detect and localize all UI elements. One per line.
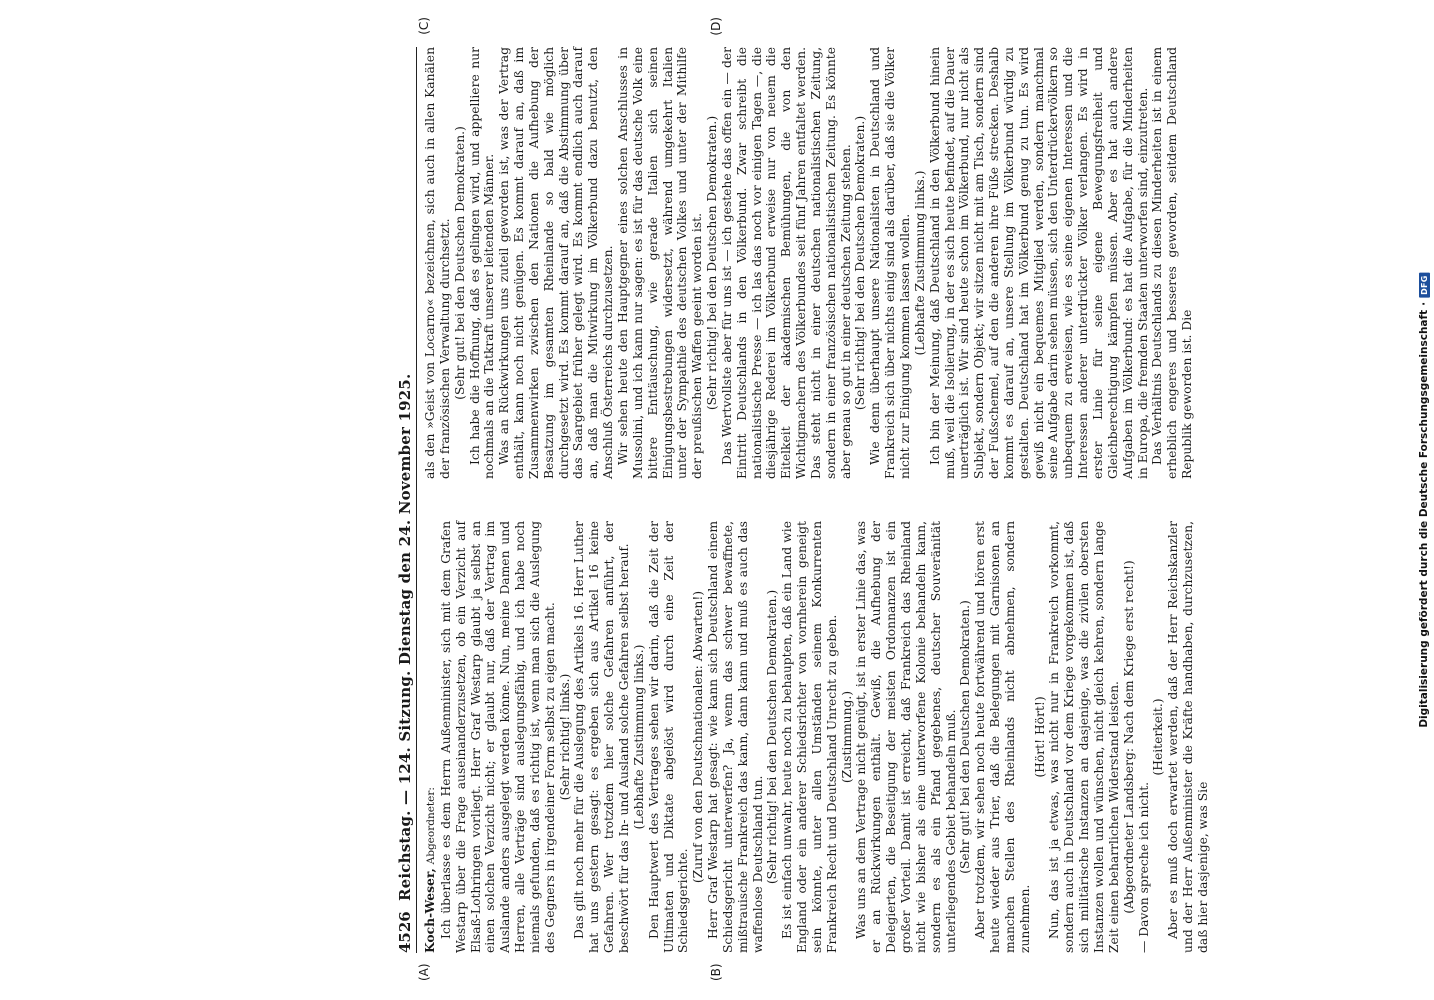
speaker-name: Koch-Weser,	[422, 868, 437, 953]
paragraph: Das Verhältnis Deutschlands zu diesen Minderheiten ist in einem erheblich engeres und besseres geworden, seitdem Deutschland Republik geworden ist. Die	[1150, 47, 1195, 479]
speaker-line	[423, 521, 439, 953]
paragraph: Ich bin der Meinung, daß Deutschland in den Völkerbund hinein muß, weil die Isolierung, in der es sich heute befindet, auf die Dauer unerträglich ist. Wir sind heute schon im Völkerbund, nur nicht als Subjekt, sondern Objekt; wir sitzen nicht mit am Tisch, sondern sind der Fußschemel, auf den die anderen ihre Füße strecken. Deshalb kommt es darauf an, unsere Stellung im Völkerbund würdig zu gestalten. Deutschland hat im Völkerbund genug zu tun. Es wird gewiß nicht ein bequemes Mitglied werden, sondern manchmal seine Aufgabe darin sehen müssen, sich den Unterdrückervölkern so unbequem zu erweisen, wie es seine eigenen Interessen und die Interessen anderer unterdrückter Völker verlangen. Es wird in erster Linie für seine eigene Bewegungsfreiheit und Gleichberechtigung kämpfen müssen. Aber es hat auch andere Aufgaben im Völkerbund: es hat die Aufgabe, für die Minderheiten in Europa, die fremden Staaten unterworfen sind, einzutreten.	[927, 47, 1150, 479]
margin-mark-d: (D)	[709, 17, 723, 36]
interjection: (Sehr richtig! bei den Deutschen Demokraten.)	[765, 589, 780, 885]
paragraph: Wie denn überhaupt unsere Nationalisten in Deutschland und Frankreich sich über nichts einig sind als darüber, daß sie die Völker nicht zur Einigung kommen lassen wollen.	[868, 47, 912, 479]
paragraph: Was an Rückwirkungen uns zuteil geworden ist, was der Vertrag enthält, kann noch nicht genügen. Es kommt darauf an, daß im Zusammenwirken zwischen den Nationen die Aufhebung der Besatzung im gesamten Rheinlande so bald wie möglich durchgesetzt wird. Es kommt darauf an, daß die Abstimmung über das Saargebiet früher gelegt wird. Es kommt endlich auch darauf an, daß man die Mitwirkung im Völkerbund dazu benutzt, den Anschluß Österreichs durchzusetzen.	[497, 47, 616, 479]
digitization-credit: Digitalisierung gefördert durch die Deutsche Forschungsgemeinschaft · DFG	[1418, 272, 1430, 727]
interjection: (Sehr richtig! bei den Deutschen Demokraten.)	[705, 115, 720, 411]
right-column	[423, 47, 1211, 479]
paragraph: Ich habe die Hoffnung, daß es gelingen wird, und appelliere nur nochmals an die Tatkraft unserer leitenden Männer.	[467, 47, 497, 479]
paragraph: Wir sehen heute den Hauptgegner eines solchen Anschlusses in Mussolini, und ich kann nur sagen: es ist für das deutsche Volk eine bittere Enttäuschung, wie gerade Italien sich seinen Einigungsbestrebungen widersetzt, während umgekehrt Italien unter der Sympathie des deutschen Volkes und unter der Mithilfe der preußischen Waffen geeint worden ist.	[615, 47, 705, 479]
interjection: (Zustimmung.)	[839, 690, 854, 784]
paragraph: Herr Graf Westarp hat gesagt: wie kann sich Deutschland einem Schiedsgericht unterwerfen? Ja, wenn das schwer bewaffnete, mißtrauische Frankreich das kann, dann kann und muß es auch das waffenlose Deutschland tun.	[706, 521, 765, 953]
interjection: (Lebhafte Zustimmung links.)	[631, 644, 646, 830]
credit-text: Digitalisierung gefördert durch die Deutsche Forschungsgemeinschaft	[1418, 309, 1430, 728]
running-title: Reichstag. — 124. Sitzung. Dienstag den 24. November 1925.	[396, 373, 415, 901]
page-number: 4526	[396, 911, 415, 953]
speaker-role: Abgeordneter:	[425, 787, 437, 865]
paragraph: Nun, das ist ja etwas, was nicht nur in Frankreich vorkommt, sondern auch in Deutschland vor dem Kriege vorgekommen ist, daß sich militärische Instanzen an dasjenige, was die zivilen obersten Instanzen wollen und wünschen, nicht gleich kehren, sondern lange Zeit einen beharrlichen Widerstand leisten.	[1047, 521, 1121, 953]
interjection: (Zuruf von den Deutschnationalen: Abwarten!)	[691, 590, 706, 884]
text-columns	[417, 47, 1211, 953]
paragraph: Das gilt noch mehr für die Auslegung des Artikels 16. Herr Luther hat uns gestern gesagt: es ergeben sich aus Artikel 16 keine Gefahren. Wer trotzdem hier solche Gefahren anführt, der beschwört für das In- und Ausland solche Gefahren selbst herauf.	[572, 521, 631, 953]
paragraph: Das Wertvollste aber für uns ist — ich gestehe das offen ein — der Eintritt Deutschlands in den Völkerbund. Zwar schreibt die nationalistische Presse — ich las das noch vor einigen Tagen —, die diesjährige Rederei im Völkerbund erweise nur von neuem die Eitelkeit der akademischen Bemühungen, die von den Wichtigmachern des Völkerbundes seit fünf Jahren entfaltet werden. Das steht nicht in einer deutschen nationalistischen Zeitung, sondern in einer französischen nationalistischen Zeitung. Es könnte aber genau so gut in einer deutschen Zeitung stehen.	[719, 47, 853, 479]
margin-mark-b: (B)	[709, 963, 723, 981]
paragraph: Ich überlasse es dem Herrn Außenminister, sich mit dem Grafen Westarp über die Frage auseinanderzusetzen, ob ein Verzicht auf Elsaß-Lothringen vorliegt. Herr Graf Westarp glaubt ja selbst an einen solchen Verzicht nicht; er glaubt nur, daß der Vertrag im Auslande anders ausgelegt werden könne. Nun, meine Damen und Herren, alle Verträge sind auslegungsfähig, und ich habe noch niemals gefunden, daß es richtig ist, wenn man sich die Auslegung des Gegners in irgendeiner Form selbst zu eigen macht.	[438, 521, 557, 953]
paragraph: als den »Geist von Locarno« bezeichnen, sich auch in allen Kanälen der französischen Verwaltung durchsetzt.	[423, 47, 452, 479]
document-page	[387, 17, 1210, 981]
margin-mark-a: (A)	[417, 963, 431, 981]
dfg-logo: DFG	[1419, 272, 1430, 298]
interjection: (Sehr richtig! bei den Deutschen Demokraten.)	[853, 115, 868, 411]
interjection: (Lebhafte Zustimmung links.)	[912, 170, 927, 356]
paragraph: Aber trotzdem, wir sehen noch heute fortwährend und hören erst heute wieder aus Trier, daß die Belegungen mit Garnisonen an manchen Stellen des Rheinlands nicht abnehmen, sondern zunehmen.	[973, 521, 1032, 953]
interjection: (Abgeordneter Landsberg: Nach dem Kriege erst recht!)	[1121, 560, 1136, 914]
paragraph: Es ist einfach unwahr, heute noch zu behaupten, daß ein Land wie England oder ein anderer Schiedsrichter von vornherein geneigt sein könnte, unter allen Umständen seinem Konkurrenten Frankreich Recht und Deutschland Unrecht zu geben.	[780, 521, 839, 953]
interjection: (Hört! Hört!)	[1032, 696, 1047, 778]
margin-mark-c: (C)	[417, 17, 431, 35]
reply-line: — Davon spreche ich nicht.	[1136, 781, 1151, 953]
paragraph: Den Hauptwert des Vertrages sehen wir darin, daß die Zeit der Ultimaten und Diktate abgelöst wird durch eine Zeit der Schiedsgerichte.	[646, 521, 691, 953]
interjection: (Sehr gut! bei den Deutschen Demokraten.)	[958, 600, 973, 874]
interjection: (Sehr gut! bei den Deutschen Demokraten.)	[452, 126, 467, 400]
interjection: (Heiterkeit.)	[1151, 698, 1166, 776]
page-header	[387, 47, 417, 953]
interjection: (Sehr richtig! links.)	[557, 673, 572, 801]
paragraph: Aber es muß doch erwartet werden, daß der Herr Reichskanzler und der Herr Außenminister die Kräfte handhaben, durchzusetzen, daß hier dasjenige, was Sie	[1166, 521, 1210, 953]
paragraph: Was uns an dem Vertrage nicht genügt, ist in erster Linie das, was er an Rückwirkungen enthält. Gewiß, die Aufhebung der Delegierten, die Beseitigung der meisten Ordonnanzen ist ein großer Vorteil. Damit ist erreicht, daß Frankreich das Rheinland nicht wie bisher als eine unterworfene Kolonie behandeln kann, sondern es als ein Pfand gegebenes, deutscher Souveränität unterliegendes Gebiet behandeln muß.	[854, 521, 958, 953]
left-column	[423, 521, 1211, 953]
